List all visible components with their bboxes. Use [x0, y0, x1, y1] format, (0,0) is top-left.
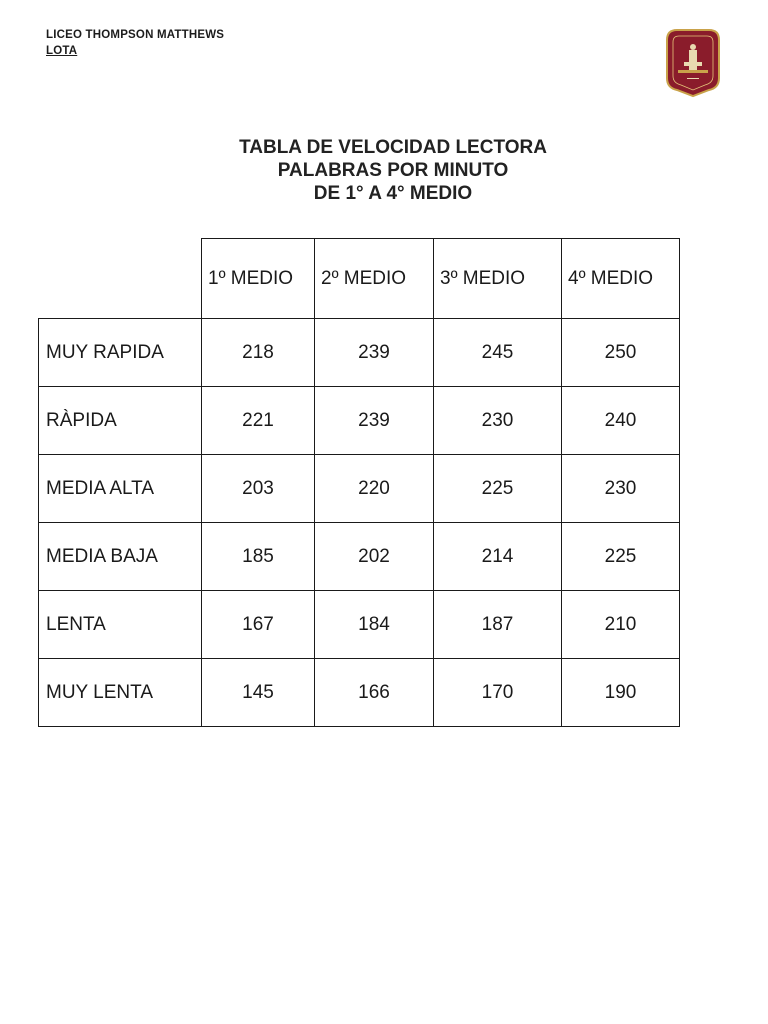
table-cell: 166: [315, 659, 434, 727]
table-cell: 230: [562, 455, 680, 523]
table-cell: 190: [562, 659, 680, 727]
school-name: [46, 27, 224, 59]
table-row: [39, 455, 680, 523]
table-row: [39, 319, 680, 387]
table-row: [39, 387, 680, 455]
table-cell: 170: [434, 659, 562, 727]
table-corner-cell: [39, 239, 202, 319]
table-cell: 225: [562, 523, 680, 591]
table-cell: 187: [434, 591, 562, 659]
table-cell: 145: [202, 659, 315, 727]
table-cell: 221: [202, 387, 315, 455]
table-row: [39, 591, 680, 659]
row-label: MEDIA ALTA: [39, 455, 202, 523]
table-cell: 218: [202, 319, 315, 387]
reading-speed-table: [38, 238, 680, 727]
table-row: [39, 659, 680, 727]
table-header-row: [39, 239, 680, 319]
table-cell: 210: [562, 591, 680, 659]
table-cell: 245: [434, 319, 562, 387]
school-crest-icon: [665, 28, 721, 98]
table-cell: 185: [202, 523, 315, 591]
row-label: RÀPIDA: [39, 387, 202, 455]
column-header-1-medio: 1º MEDIO: [202, 239, 315, 319]
table-cell: 203: [202, 455, 315, 523]
row-label: LENTA: [39, 591, 202, 659]
table-cell: 167: [202, 591, 315, 659]
table-cell: 220: [315, 455, 434, 523]
school-name-line1: LICEO THOMPSON MATTHEWS: [46, 29, 225, 41]
table-cell: 240: [562, 387, 680, 455]
table-cell: 214: [434, 523, 562, 591]
column-header-4-medio: 4º MEDIO: [562, 239, 680, 319]
table-cell: 239: [315, 319, 434, 387]
title-line1: TABLA DE VELOCIDAD LECTORA: [239, 137, 547, 158]
row-label: MEDIA BAJA: [39, 523, 202, 591]
school-city: LOTA: [46, 45, 78, 57]
table-cell: 202: [315, 523, 434, 591]
row-label: MUY RAPIDA: [39, 319, 202, 387]
title-line2: PALABRAS POR MINUTO: [277, 160, 509, 181]
table-cell: 230: [434, 387, 562, 455]
table-cell: 239: [315, 387, 434, 455]
column-header-3-medio: 3º MEDIO: [434, 239, 562, 319]
column-header-2-medio: 2º MEDIO: [315, 239, 434, 319]
title-line3: DE 1° A 4° MEDIO: [313, 183, 473, 204]
table-cell: 184: [315, 591, 434, 659]
table-cell: 225: [434, 455, 562, 523]
table-cell: 250: [562, 319, 680, 387]
page-title: [160, 136, 626, 205]
table-row: [39, 523, 680, 591]
row-label: MUY LENTA: [39, 659, 202, 727]
